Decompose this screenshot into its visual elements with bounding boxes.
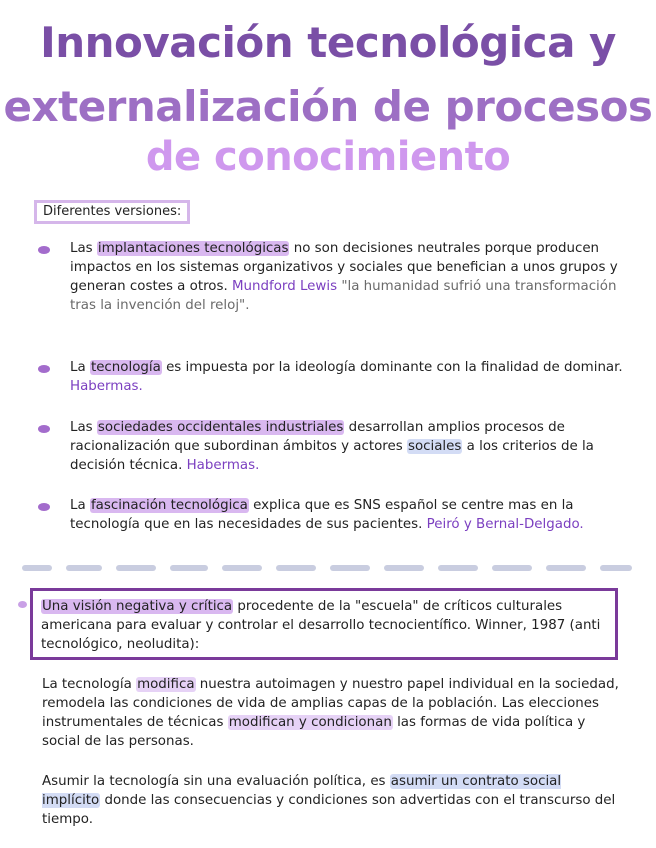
bullet-4-highlight: fascinación tecnológica	[90, 498, 248, 513]
paragraph-2-body: donde las consecuencias y condiciones son advertidas con el transcurso del tiempo.	[42, 793, 616, 827]
divider-dash	[170, 565, 208, 571]
paragraph-1-pre: La tecnología	[42, 677, 137, 692]
bullet-dot	[38, 425, 50, 433]
bullet-1-text	[70, 239, 630, 315]
paragraph-1-body-2: las formas de vida política y social de las personas.	[42, 715, 586, 749]
divider-dash	[438, 565, 478, 571]
bullet-2-pre: La	[70, 360, 90, 375]
bullet-3-body-2: a los criterios de la decisión técnica.	[70, 439, 594, 473]
paragraph-1	[42, 675, 622, 751]
divider-dash	[66, 565, 102, 571]
title-line-1: Innovación tecnológica y	[40, 18, 616, 67]
divider-dash	[492, 565, 532, 571]
divider-dash	[330, 565, 370, 571]
bullet-4-pre: La	[70, 498, 90, 513]
divider-dash	[116, 565, 156, 571]
paragraph-2-highlight: asumir un contrato social implícito	[42, 774, 562, 808]
bullet-3-text	[70, 418, 630, 475]
title-line-2: externalización de procesos	[3, 82, 653, 131]
bullet-3-pre: Las	[70, 420, 97, 435]
paragraph-1-highlight-2: modifican y condicionan	[228, 715, 392, 730]
bullet-1-author: Mundford Lewis	[231, 279, 338, 294]
bullet-3-author: Habermas.	[186, 458, 260, 473]
bullet-3-body-1: desarrollan amplios procesos de racionalización que subordinan ámbitos y actores	[70, 420, 565, 454]
bullet-4-text	[70, 496, 630, 534]
bullet-1-quote: "la humanidad sufrió una transformación tras la invención del reloj".	[70, 279, 617, 313]
divider-dash	[600, 565, 632, 571]
bullet-1-highlight: implantaciones tecnológicas	[97, 241, 289, 256]
callout-body: procedente de la "escuela" de críticos culturales americana para evaluar y controlar el desarrollo tecnocientífico. Winner, 1987 (anti tecnológico, neoludita):	[41, 599, 601, 652]
bullet-1-pre: Las	[70, 241, 97, 256]
bullet-dot	[38, 365, 50, 373]
bullet-3-highlight: sociedades occidentales industriales	[97, 420, 344, 435]
divider-dash	[22, 565, 52, 571]
callout-box	[30, 588, 618, 660]
paragraph-1-body-1: nuestra autoimagen y nuestro papel individual en la sociedad, remodela las condiciones de vida de amplias capas de la población. Las elecciones instrumentales de técnicas	[42, 677, 619, 730]
bullet-3-highlight-sociales: sociales	[407, 439, 462, 454]
paragraph-1-highlight-1: modifica	[137, 677, 195, 692]
bullet-2-text	[70, 358, 630, 396]
divider-dash	[384, 565, 424, 571]
bullet-2-author: Habermas.	[70, 379, 143, 394]
paragraph-2-pre: Asumir la tecnología sin una evaluación política, es	[42, 774, 390, 789]
bullet-2-body: es impuesta por la ideología dominante con la finalidad de dominar.	[161, 360, 623, 375]
bullet-4-body: explica que es SNS español se centre mas en la tecnología que en las necesidades de sus pacientes.	[70, 498, 574, 532]
bullet-4-author: Peiró y Bernal-Delgado.	[426, 517, 584, 532]
callout-highlight: Una visión negativa y crítica	[42, 599, 233, 614]
callout-text	[41, 597, 607, 654]
divider-dash	[546, 565, 586, 571]
divider-dash	[276, 565, 316, 571]
bullet-dot	[38, 503, 50, 511]
divider-dash	[222, 565, 262, 571]
bullet-dot	[18, 601, 27, 608]
bullet-2-highlight: tecnología	[90, 360, 161, 375]
section-tag: Diferentes versiones:	[34, 200, 190, 224]
bullet-1-body: no son decisiones neutrales porque producen impactos en los sistemas organizativos y sociales que benefician a unos grupos y generan costes a otros.	[70, 241, 618, 294]
bullet-dot	[38, 246, 50, 254]
title-line-3: de conocimiento	[145, 134, 511, 180]
paragraph-2	[42, 772, 622, 829]
